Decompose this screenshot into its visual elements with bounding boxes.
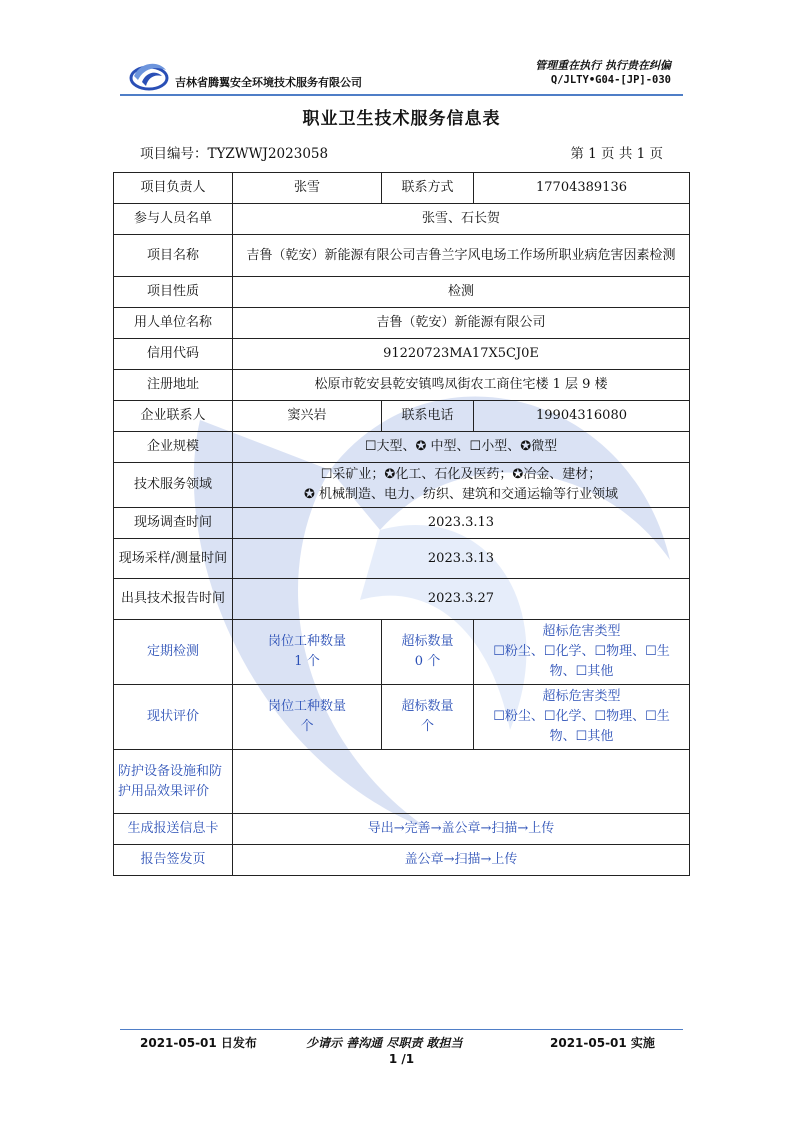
phone-value: 19904316080: [474, 401, 690, 432]
header-rule: [120, 94, 683, 96]
table-row: [114, 685, 690, 750]
project-nature-value: 检测: [233, 277, 690, 308]
table-row: [114, 204, 690, 235]
table-row: [114, 308, 690, 339]
footer-issued: 2021-05-01 日发布: [140, 1036, 257, 1050]
enterprise-contact-value: 窦兴岩: [233, 401, 382, 432]
company-logo-icon: [128, 56, 170, 94]
document-code: Q/JLTY•G04-[JP]-030: [550, 74, 671, 86]
sampling-time-value: 2023.3.13: [233, 539, 690, 579]
status-exceed-value: 个: [420, 719, 434, 734]
protection-evaluation-label: 防护设备设施和防护用品效果评价: [114, 750, 233, 814]
phone-label: 联系电话: [382, 401, 474, 432]
footer-rule: [120, 1029, 683, 1030]
header-slogan: 管理重在执行 执行贵在纠偏: [535, 59, 671, 72]
project-name-value: 吉鲁（乾安）新能源有限公司吉鲁兰字风电场工作场所职业病危害因素检测: [233, 235, 690, 277]
periodic-posts-cell: [233, 620, 382, 685]
info-card-label: 生成报送信息卡: [114, 814, 233, 845]
table-row: [114, 539, 690, 579]
status-exceed-cell: [382, 685, 474, 750]
report-time-value: 2023.3.27: [233, 579, 690, 620]
project-number: 项目编号：TYZWWJ2023058: [140, 146, 329, 162]
periodic-exceed-label: 超标数量: [401, 634, 454, 649]
periodic-hazard-line2: 物、☐其他: [549, 664, 614, 679]
footer-page-number: 1 /1: [388, 1052, 415, 1066]
project-nature-label: 项目性质: [114, 277, 233, 308]
service-domain-label: 技术服务领域: [114, 463, 233, 508]
status-posts-label: 岗位工种数量: [267, 699, 346, 714]
status-hazard-line1: ☐粉尘、☐化学、☐物理、☐生: [493, 709, 670, 724]
table-row: [114, 845, 690, 876]
footer-motto: 少请示 善沟通 尽职责 敢担当: [306, 1036, 463, 1050]
periodic-detection-label: 定期检测: [114, 620, 233, 685]
info-card-steps: 导出→完善→盖公章→扫描→上传: [233, 814, 690, 845]
credit-code-value: 91220723MA17X5CJ0E: [233, 339, 690, 370]
status-hazard-title: 超标危害类型: [542, 689, 621, 704]
leader-value: 张雪: [233, 173, 382, 204]
periodic-hazard-cell: [474, 620, 690, 685]
footer-effective: 2021-05-01 实施: [550, 1036, 655, 1050]
report-time-label: 出具技术报告时间: [114, 579, 233, 620]
status-exceed-label: 超标数量: [401, 699, 454, 714]
company-name: 吉林省腾翼安全环境技术服务有限公司: [175, 76, 362, 89]
report-sign-label: 报告签发页: [114, 845, 233, 876]
address-value: 松原市乾安县乾安镇鸣凤街农工商住宅楼 1 层 9 楼: [233, 370, 690, 401]
sampling-time-label: 现场采样/测量时间: [114, 539, 233, 579]
periodic-hazard-title: 超标危害类型: [542, 624, 621, 639]
table-row: [114, 579, 690, 620]
periodic-exceed-cell: [382, 620, 474, 685]
enterprise-contact-label: 企业联系人: [114, 401, 233, 432]
table-row: [114, 432, 690, 463]
scale-value: ☐大型、✪ 中型、☐小型、✪微型: [233, 432, 690, 463]
report-sign-steps: 盖公章→扫描→上传: [233, 845, 690, 876]
survey-time-label: 现场调查时间: [114, 508, 233, 539]
periodic-posts-value: 1 个: [294, 654, 320, 669]
table-row: [114, 235, 690, 277]
periodic-posts-label: 岗位工种数量: [267, 634, 346, 649]
service-domain-line2: ✪ 机械制造、电力、纺织、建筑和交通运输等行业领域: [303, 487, 619, 502]
table-row: [114, 370, 690, 401]
table-row: [114, 277, 690, 308]
status-hazard-line2: 物、☐其他: [549, 729, 614, 744]
protection-evaluation-value: [233, 750, 690, 814]
members-label: 参与人员名单: [114, 204, 233, 235]
status-evaluation-label: 现状评价: [114, 685, 233, 750]
periodic-hazard-line1: ☐粉尘、☐化学、☐物理、☐生: [493, 644, 670, 659]
credit-code-label: 信用代码: [114, 339, 233, 370]
status-posts-cell: [233, 685, 382, 750]
table-row: [114, 508, 690, 539]
page-info: 第 1 页 共 1 页: [570, 146, 663, 162]
leader-label: 项目负责人: [114, 173, 233, 204]
table-row: [114, 620, 690, 685]
employer-value: 吉鲁（乾安）新能源有限公司: [233, 308, 690, 339]
table-row: [114, 814, 690, 845]
table-row: [114, 750, 690, 814]
table-row: [114, 401, 690, 432]
service-domain-value: [233, 463, 690, 508]
employer-label: 用人单位名称: [114, 308, 233, 339]
table-row: [114, 463, 690, 508]
members-value: 张雪、石长贺: [233, 204, 690, 235]
service-domain-line1: ☐采矿业；✪化工、石化及医药；✪冶金、建材；: [320, 467, 602, 482]
periodic-exceed-value: 0 个: [414, 654, 441, 669]
contact-value: 17704389136: [474, 173, 690, 204]
info-table: [113, 172, 690, 876]
contact-label: 联系方式: [382, 173, 474, 204]
table-row: [114, 339, 690, 370]
survey-time-value: 2023.3.13: [233, 508, 690, 539]
status-hazard-cell: [474, 685, 690, 750]
scale-label: 企业规模: [114, 432, 233, 463]
page-title: 职业卫生技术服务信息表: [302, 109, 501, 129]
address-label: 注册地址: [114, 370, 233, 401]
table-row: [114, 173, 690, 204]
status-posts-value: 个: [300, 719, 314, 734]
project-name-label: 项目名称: [114, 235, 233, 277]
